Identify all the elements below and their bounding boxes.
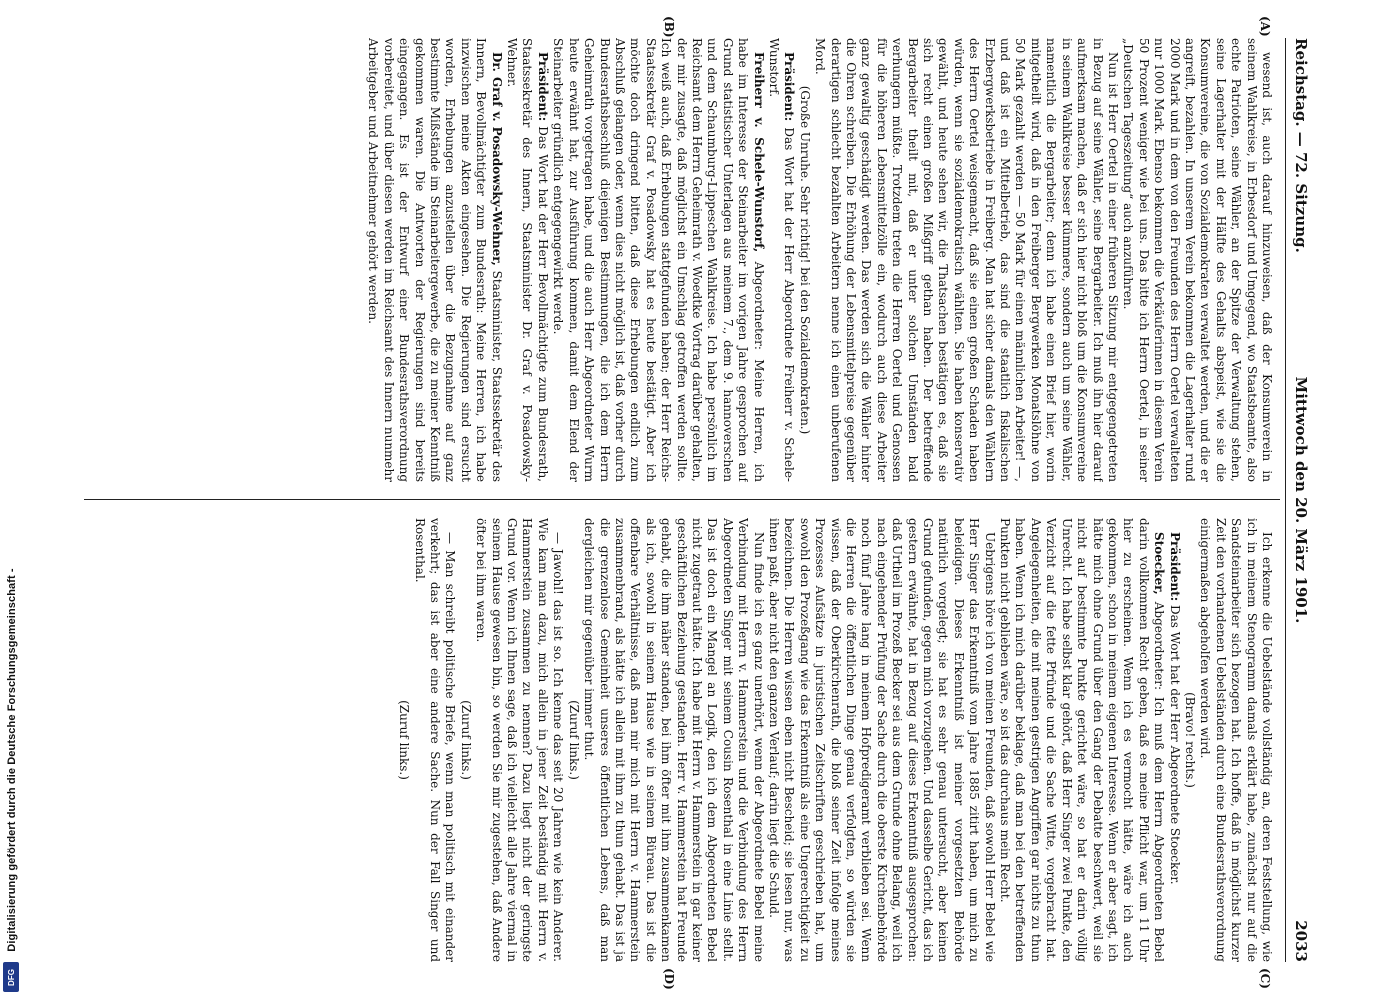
right-column xyxy=(84,518,1274,962)
speaker-name: Stoecker, xyxy=(1152,532,1167,595)
dfg-logo-text: DFG xyxy=(6,968,16,986)
paragraph-text: Das Wort hat der Herr Bevollmächtigte zum Bundesrath, Staatssekretär des Innern, Staatsminister Dr. Graf v. Posadowsky-Wehner. xyxy=(505,38,550,482)
paragraph-text: (Bravo! rechts.) xyxy=(1182,692,1197,788)
footer-strip xyxy=(0,0,24,1000)
paragraph xyxy=(766,38,797,482)
paragraph-text: Uebrigens höre ich von meinen Freunden, daß sowohl Herr Bebel wie Herr Singer das Erkenntniß vom Jahre 1885 zitirt haben, um mich zu beleidigen. Dieses Erkenntniß ist meiner vorgesetzten Behörde natürlich vorgelegt; sie hat es sehr genau untersucht, aber keinen Grund gefunden, gegen mich vorzugehen. Und dasselbe Gericht, das ich gestern erwähnte, hat in Bezug auf dieses Erkenntniß ausgesprochen: daß Urtheil im Prozeß Becker sei aus dem Grunde ohne Belang, weil ich nach eingehender Prüfung der Sache durch die oberste Kirchenbehörde noch fünf Jahre lang in meinem Hofpredigeramt verblieben sei. Wenn die Herren die öffentlichen Dinge genau verfolgten, so würden sie wissen, daß der Oberkirchenrath, die bloß seiner Zeit infolge meines Prozesses Aufsätze in juristischen Zeitschriften geschrieben hat, um sowohl den Prozeßgang wie das Erkenntniß als eine Ungerechtigkeit zu bezeichnen. Die Herren wissen eben nicht Bescheid; sie lesen nur, was ihnen paßt, aber nicht den ganzen Verlauf; darin liegt die Schuld. xyxy=(767,518,997,962)
rotated-page xyxy=(76,16,1316,990)
speaker-name: Präsident: xyxy=(535,52,550,122)
paragraph-text: (Zuruf links.) xyxy=(458,700,473,780)
stage-direction xyxy=(1182,518,1197,962)
margin-marker-c: (C) xyxy=(1258,968,1272,989)
paragraph xyxy=(581,518,766,962)
stage-direction xyxy=(796,38,811,482)
speaker-name: Präsident: xyxy=(782,52,797,122)
page-header xyxy=(1282,38,1316,962)
page-number: 2033 xyxy=(1292,920,1310,962)
margin-marker-a: (A) xyxy=(1258,16,1272,37)
paragraph xyxy=(766,518,997,962)
paragraph-text: wesend ist, auch darauf hinzuweisen, daß der Konsumverein in seinem Wahlkreise, in Erbesdorf und Umgegend, wo Staatsbeamte, also echte Patrioten, seine Wähler, an der Spitze der Verwaltung stehen, seine Lagerhalter mit der Hälfte des Gehalts abspeist, wie sie die Konsumvereine, die von Sozialdemokraten verwaltet werden, und die er angreift, bezahlen. In unserem Verein bekommen die Lagerhalter rund 2000 Mark und in dem von den Freunden des Herrn Oertel verwalteten nur 1000 Mark. Ebenso bekommen die Verkäuferinnen in diesem Verein 50 Prozent weniger wie bei uns. Das bitte ich Herrn Oertel, in seiner „Deutschen Tageszeitung“ auch anzuführen. xyxy=(1121,38,1274,482)
funding-note: Digitalisierung gefördert durch die Deutsche Forschungsgemeinschaft - xyxy=(6,568,18,952)
paragraph xyxy=(504,38,550,482)
paragraph xyxy=(411,518,457,962)
speaker-name: Präsident: xyxy=(1167,532,1182,602)
paragraph xyxy=(997,518,1166,962)
header-rule xyxy=(1285,38,1286,962)
paragraph-text: Nun finde ich es ganz unerhört, wenn der Abgeordnete Bebel meine Verbindung mit Herrn v. Hammerstein und die Verbindung des Herrn Abgeordneten Singer mit seinem Cousin Rosenthal in eine Linie stellt. Das ist doch ein Mangel an Logik, den ich dem Abgeordneten Bebel nicht zugetraut hätte. Ich habe mit Herrn v. Hammerstein in gar keiner geschäftlichen Beziehung gestanden. Herr v. Hammerstein hat Freunde gehabt, die ihm näher standen, bei ihm öfter mit ihm zusammenkamen als ich, sowohl in seinem Hause wie in seinem Büreau. Das ist die offenbare Verhältnisse, daß man mir mich mit Herrn v. Hammerstein zusammenbrand, als hätte ich allein mit ihm zu thun gehabt. Das ist ja die grenzenlose Gemeinheit unseres öffentlichen Lebens, daß man dergleichen mir gegenüber immer thut. xyxy=(582,518,766,962)
paragraph xyxy=(1120,38,1274,482)
paragraph xyxy=(812,38,1120,482)
paragraph-text: (Zuruf links.) xyxy=(397,700,412,780)
paragraph xyxy=(1166,518,1181,962)
paragraph-text: (Große Unruhe. Sehr richtig! bei den Sozialdemokraten.) xyxy=(797,85,812,435)
margin-marker-d: (D) xyxy=(662,968,676,990)
paragraph-text: Das Wort hat der Herr Abgeordnete Stoecker. xyxy=(1167,605,1182,885)
paragraph-text: — Man schreibt politische Briefe, wenn man politisch mit einander verkehrt; das ist aber eine andere Sache. Nun der Fall Singer und Rosenthal. xyxy=(412,518,458,962)
paragraph-text: Nun ist Herr Oertel in einer früheren Sitzung mir entgegengetreten in Bezug auf seine Wähler, seine Bergarbeiter. Ich muß ihn hier darauf aufmerksam machen, daß er sich hier nicht bloß um die Konsumvereine in seinem Wahlkreise besser kümmere, sondern auch um seine Wähler, namentlich die Bergarbeiter; denn ich habe einen Brief hier, worin mitgetheilt wird, daß in den Freiberger Bergwerken Monatslöhne von 50 Mark gezahlt werden — 50 Mark für einen männlichen Arbeiter! —, und daß ist ein Mittelbetrieb, das sind die staatlich fiskalischen Erzbergwerksbetriebe in Freiberg. Man hat sicher damals den Wählern des Herrn Oertel weisgemacht, daß sie einen großen Schaden haben würden, wenn sie sozialdemokratisch wählten. Sie haben konservativ gewählt, und heute sehen wir, die Thatsachen bestätigen es, daß sie sich recht einen großen Mißgriff gethan haben. Der betreffende Bergarbeiter theilt mit, daß er unter solchen Umständen bald verhungern müßte. Trotzdem treten die Herren Oertel und Genossen für die höheren Lebensmittelzölle ein, wodurch auch diese Arbeiter ganz gewaltig geschädigt werden. Das werden sich die Wähler hinter die Ohren schreiben. Die Erhöhung der Lebensmittelpreise gegenüber derartigen schlecht bezahlten Arbeitern nenne ich einen unberufenen Mord. xyxy=(813,38,1120,482)
margin-marker-b: (B) xyxy=(662,16,676,38)
paragraph-text: — Jawohl! das ist so. Ich kenne das seit 20 Jahren wie kein Anderer. Wie kam man dazu, mich allein in jener Zeit beständig mit Herrn v. Hammerstein zusammen zu nennen? Dazu liegt nicht der geringste Grund vor. Wenn ich Ihnen sage, daß ich vielleicht alle Jahre viermal in seinem Hause gewesen bin, so werden Sie mir zugestehen, daß Andere öfter bei ihm waren. xyxy=(474,518,566,962)
header-date: Mittwoch den 20. März 1901. xyxy=(1292,376,1310,624)
paragraph xyxy=(550,38,766,482)
paragraph-text: Ich erkenne die Uebelstände vollständig an, deren Feststellung, wie ich in meinem Stenogramm damals erklärt habe, zunächst nur auf die Sandsteinarbeiter sich bezogen hat. Ich hoffe, daß in möglichst kurzer Zeit den vorhandenen Uebelständen durch eine Bundesrathsverordnung einigermaßen abgeholfen werden wird. xyxy=(1198,518,1274,962)
left-column xyxy=(84,38,1274,482)
stage-direction xyxy=(457,518,472,962)
speaker-name: Freiherr v. Schele-Wunstorf, xyxy=(751,52,766,253)
stage-direction xyxy=(565,518,580,962)
dfg-logo xyxy=(3,962,19,992)
stage-direction xyxy=(396,518,411,962)
paragraph xyxy=(473,518,565,962)
paragraph-text: Abgeordneter: Ich muß dem Herrn Abgeordneten Bebel darin vollkommen Recht geben, daß es meine Pflicht war, um 11 Uhr hier zu erscheinen. Wenn ich es vermocht hätte, wäre ich auch gekommen, schon in meinem eigenen Interesse. Wenn er aber sagt, ich hätte mich ohne Grund über den Gang der Debatte beschwert, weil sie nicht auf bestimmte Punkte gerichtet wäre, so hat er darin völlig Unrecht. Ich habe selbst klar gehört, daß Herr Singer zwei Punkte, den Verzicht auf die fette Pfründe und die Sache Witte, vorgebracht hat. Angelegenheiten, die mit meinen gestrigen Angriffen gar nichts zu thun haben. Wenn ich mich darüber beklage, daß man bei den betreffenden Punkten nicht geblieben wäre, so ist das durchaus mein Recht. xyxy=(998,518,1167,962)
paragraph-text: (Zuruf links.) xyxy=(566,700,581,780)
paragraph-text: Das Wort hat der Herr Abgeordnete Freiherr v. Schele-Wunstorf. xyxy=(767,38,797,482)
speaker-name: Dr. Graf v. Posadowsky-Wehner, xyxy=(489,52,504,266)
paragraph-text: Staatsminister, Staatssekretär des Innern, Bevollmächtigter zum Bundesrath: Meine Herren, ich habe inzwischen meine Akten eingesehen. Die Regierungen sind ersucht worden, Erhebungen anzustellen über die Bezugnahme auf ganz bestimmte Mißstände im Steinarbeitergewerbe, die zu meiner Kenntniß gekommen waren. Die Antworten der Regierungen sind bereits eingegangen. Es ist der Entwurf einer Bundesrathsverordnung vorbereitet, und über diesen werden im Reichsamt des Innern nunmehr Arbeitgeber und Arbeitnehmer gehört werden. xyxy=(366,38,504,482)
paragraph-text: Abgeordneter: Meine Herren, ich habe im Interesse der Steinarbeiter im vorigen Jahre gesprochen auf Grund statistischer Unterlagen aus meinem 7., dem 9. hannoverschen und dem Schaumburg-Lippeschen Wahlkreise. Ich habe persönlich im Reichsamt dem Herrn Geheimrath v. Woedtke Vortrag darüber gehalten, der mir zusagte, daß möglichst ein Umschlag getroffen werden sollte. Ich weiß auch, daß Erhebungen stattgefunden haben; der Herr Reichs-Staatssekretär Graf v. Posadowsky hat es heute bestätigt. Aber ich möchte doch dringend bitten, daß diese Erhebungen endlich zum Abschluß gelangen oder, wenn dies nicht möglich ist, daß vorher durch Bundesrathsbeschluß diejenigen Bestimmungen, die ich dem Herrn Geheimrath vorgetragen habe, und die auch Herr Abgeordneter Wurm heute erwähnt hat, zur Ausführung kommen, damit dem Elend der Steinarbeiter gründlich entgegengewirkt werde. xyxy=(551,38,766,482)
paragraph xyxy=(365,38,504,482)
header-session: Reichstag. — 72. Sitzung. xyxy=(1292,38,1310,253)
column-divider xyxy=(84,499,1280,500)
paragraph xyxy=(1197,518,1274,962)
